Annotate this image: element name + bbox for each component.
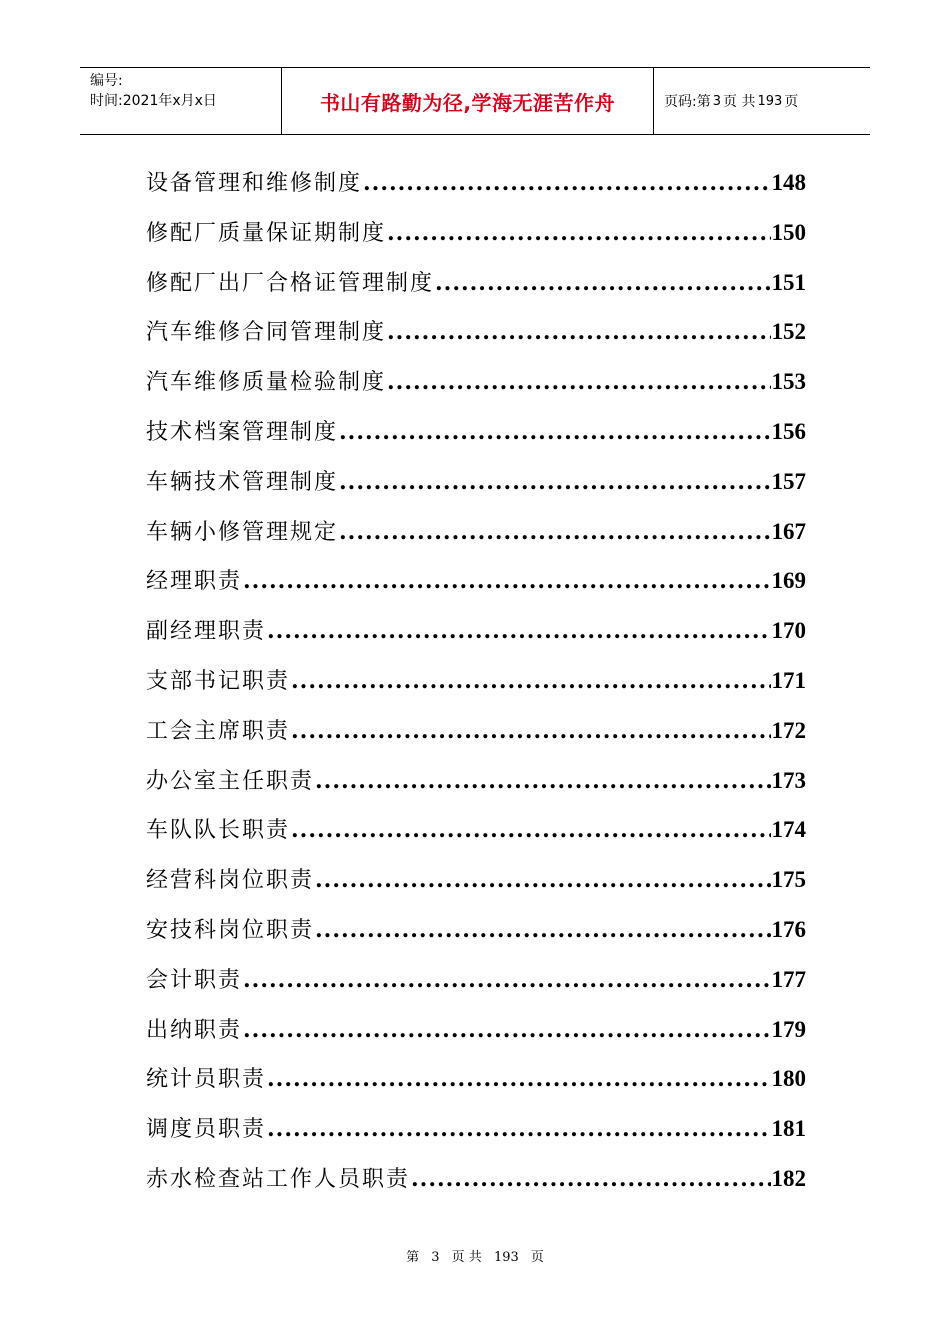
toc-leader-dots — [291, 661, 770, 701]
toc-leader-dots — [291, 711, 770, 751]
toc-entry-title: 技术档案管理制度 — [146, 419, 339, 445]
toc-entry[interactable] — [146, 661, 806, 711]
toc-entry-title: 赤水检查站工作人员职责 — [146, 1166, 411, 1192]
toc-entry[interactable] — [146, 910, 806, 960]
toc-entry-title: 汽车维修合同管理制度 — [146, 320, 387, 346]
header-motto-cell — [282, 68, 654, 134]
toc-entry-title: 副经理职责 — [146, 619, 267, 645]
toc-entry-title: 会计职责 — [146, 967, 243, 993]
toc-entry[interactable] — [146, 362, 806, 412]
toc-entry[interactable] — [146, 711, 806, 761]
toc-entry-title: 出纳职责 — [146, 1017, 243, 1043]
toc-entry-page: 156 — [771, 418, 806, 444]
toc-entry-title: 经理职责 — [146, 569, 243, 595]
toc-entry-page: 153 — [771, 369, 806, 395]
toc-entry-title: 车辆技术管理制度 — [146, 469, 339, 495]
header-page-prefix: 页码:第 — [664, 94, 711, 110]
toc-leader-dots — [339, 512, 770, 552]
header-page-current: 3 — [712, 93, 721, 109]
toc-entry-page: 180 — [771, 1066, 806, 1092]
page-footer — [0, 1246, 950, 1265]
toc-entry-page: 167 — [771, 518, 806, 544]
toc-entry-title: 车辆小修管理规定 — [146, 519, 339, 545]
footer-suffix: 页 — [530, 1250, 544, 1265]
toc-entry-title: 修配厂质量保证期制度 — [146, 220, 387, 246]
toc-entry-page: 148 — [771, 170, 806, 195]
toc-entry-page: 169 — [771, 568, 806, 594]
toc-leader-dots — [363, 163, 770, 203]
toc-entry-page: 173 — [771, 767, 806, 793]
table-of-contents — [146, 163, 806, 1209]
toc-entry[interactable] — [146, 1059, 806, 1109]
toc-entry-title: 车队队长职责 — [146, 818, 291, 844]
toc-entry[interactable] — [146, 512, 806, 562]
toc-leader-dots — [315, 761, 770, 801]
toc-entry-page: 177 — [771, 966, 806, 992]
toc-entry[interactable] — [146, 611, 806, 661]
toc-entry[interactable] — [146, 213, 806, 263]
toc-entry-page: 174 — [771, 817, 806, 843]
toc-entry-title: 经营科岗位职责 — [146, 868, 315, 894]
toc-entry[interactable] — [146, 860, 806, 910]
toc-entry[interactable] — [146, 1010, 806, 1060]
toc-leader-dots — [387, 213, 770, 253]
toc-entry[interactable] — [146, 163, 806, 213]
toc-leader-dots — [315, 860, 770, 900]
toc-entry[interactable] — [146, 462, 806, 512]
toc-entry-title: 办公室主任职责 — [146, 768, 315, 794]
toc-leader-dots — [243, 1010, 770, 1050]
toc-leader-dots — [267, 611, 770, 651]
footer-mid: 页 共 — [451, 1250, 482, 1265]
toc-entry-title: 支部书记职责 — [146, 668, 291, 694]
toc-entry-page: 179 — [771, 1016, 806, 1042]
toc-leader-dots — [339, 412, 770, 452]
header-page-suffix: 页 — [784, 94, 799, 110]
toc-leader-dots — [243, 561, 770, 601]
toc-entry[interactable] — [146, 1159, 806, 1209]
toc-entry[interactable] — [146, 810, 806, 860]
toc-entry-page: 150 — [771, 219, 806, 245]
toc-entry-title: 修配厂出厂合格证管理制度 — [146, 270, 435, 296]
toc-leader-dots — [435, 263, 770, 303]
footer-prefix: 第 — [406, 1250, 420, 1265]
footer-current: 3 — [431, 1250, 440, 1265]
toc-entry-page: 171 — [771, 667, 806, 693]
toc-entry[interactable] — [146, 312, 806, 362]
toc-leader-dots — [267, 1109, 770, 1149]
toc-leader-dots — [411, 1159, 770, 1199]
toc-entry-page: 175 — [771, 867, 806, 893]
header-meta — [80, 68, 282, 134]
page-header — [80, 67, 870, 135]
toc-entry-page: 170 — [771, 618, 806, 644]
toc-entry-page: 157 — [771, 468, 806, 494]
toc-entry-title: 设备管理和维修制度 — [146, 171, 363, 196]
toc-entry-title: 统计员职责 — [146, 1067, 267, 1093]
toc-entry-page: 152 — [771, 319, 806, 345]
time-label: 时间:2021年x月x日 — [90, 93, 217, 109]
toc-entry-page: 151 — [771, 269, 806, 295]
header-motto: 书山有路勤为径,学海无涯苦作舟 — [319, 90, 616, 115]
toc-leader-dots — [387, 362, 770, 402]
toc-leader-dots — [291, 810, 770, 850]
toc-leader-dots — [315, 910, 770, 950]
toc-entry[interactable] — [146, 263, 806, 313]
toc-entry-page: 172 — [771, 717, 806, 743]
toc-entry[interactable] — [146, 1109, 806, 1159]
toc-entry-page: 181 — [771, 1116, 806, 1142]
number-label: 编号: — [90, 73, 123, 89]
toc-leader-dots — [267, 1059, 770, 1099]
header-page-total: 193 — [757, 93, 783, 109]
toc-entry[interactable] — [146, 761, 806, 811]
toc-entry-title: 调度员职责 — [146, 1117, 267, 1143]
toc-leader-dots — [243, 960, 770, 1000]
toc-entry-page: 182 — [771, 1165, 806, 1191]
header-page-info — [654, 68, 870, 134]
toc-entry[interactable] — [146, 561, 806, 611]
footer-total: 193 — [493, 1250, 519, 1265]
toc-entry[interactable] — [146, 960, 806, 1010]
toc-entry-title: 汽车维修质量检验制度 — [146, 370, 387, 396]
toc-entry-title: 安技科岗位职责 — [146, 917, 315, 943]
toc-entry[interactable] — [146, 412, 806, 462]
toc-leader-dots — [387, 312, 770, 352]
header-page-mid: 页 共 — [723, 94, 756, 110]
toc-leader-dots — [339, 462, 770, 502]
toc-entry-page: 176 — [771, 916, 806, 942]
toc-entry-title: 工会主席职责 — [146, 718, 291, 744]
